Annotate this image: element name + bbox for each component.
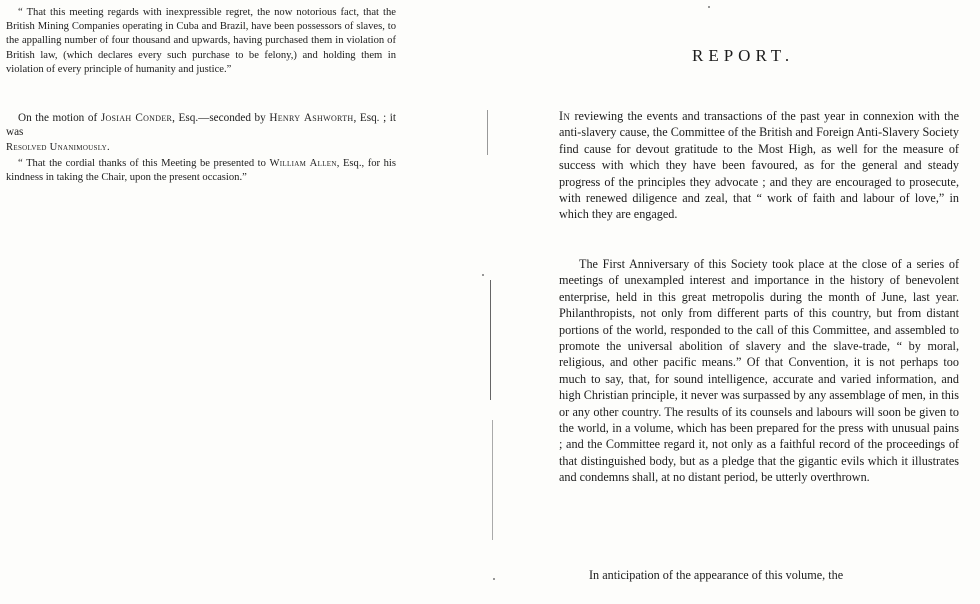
motion-line	[6, 111, 396, 139]
thanks-suffix: , Esq., for his kindness in taking the Chair, upon the present occasion.”	[6, 158, 396, 184]
motion-suffix: , Esq. ; it was	[6, 112, 397, 139]
thanks-name-first: William	[269, 158, 307, 169]
right-page	[470, 0, 980, 604]
paragraph-1-text: reviewing the events and transactions of the past year in connexion with the anti-slavery cause, the Committee of the British and Foreign Anti-Slavery Society find cause for devout gratitude to the Most High, as well for the measure of success with which they have been favoured, as for the general and steady progress of the principles they advocate ; and they are encouraged to prosecute, with renewed diligence and zeal, that “ work of faith and labour of love,” in which they are engaged.	[559, 109, 959, 222]
report-paragraph-1	[559, 108, 959, 223]
left-page	[0, 0, 470, 604]
seconder-last: Ashworth	[303, 112, 354, 124]
resolution-quote: “ That this meeting regards with inexpressible regret, the now notorious fact, that the British Mining Companies operating in Cuba and Brazil, have been possessors of slaves, to the appalling number of four thousand and upwards, having purchased them in violation of British law, (which declares every such purchase to be felony,) and holding them in violation of every principle of humanity and justice.”	[6, 7, 396, 75]
report-title: REPORT.	[692, 46, 795, 65]
thanks-resolution	[6, 157, 396, 185]
motion-prefix: On the motion of	[18, 112, 101, 124]
thanks-name-last: Allen	[309, 158, 337, 169]
drop-cap: In	[559, 109, 571, 123]
report-paragraph-2: The First Anniversary of this Society took place at the close of a series of meetings of unexampled interest and importance in the history of benevolent enterprise, held in this great metropolis during the month of June, last year. Philanthropists, not only from different parts of this country, but from distant portions of the world, responded to the call of this Committee, and assembled to promote the universal abolition of slavery and the slave-trade, “ by moral, religious, and other pacific means.” Of that Convention, it is not perhaps too much to say, that, for sound intelligence, accurate and varied information, and high Christian principle, it never was surpassed by any assemblage of men, in this or any other country. The results of its counsels and labours will soon be given to the world, in a volume, which has been prepared for the press with unusual pains ; and the Committee regard it, not only as a faithful record of the proceedings of that distinguished body, but as a pledge that the gigantic evils which it illustrates and condemns shall, at no distant period, be utterly overthrown.	[559, 257, 959, 485]
thanks-prefix: “ That the cordial thanks of this Meeting be presented to	[18, 158, 270, 169]
resolved-unanimously: Resolved Unanimously.	[6, 142, 110, 153]
motion-mid: , Esq.—seconded by	[172, 112, 270, 124]
seconder-first: Henry	[269, 112, 301, 124]
mover-name: Josiah Conder	[100, 112, 173, 124]
report-paragraph-3: In anticipation of the appearance of this volume, the	[589, 568, 844, 582]
